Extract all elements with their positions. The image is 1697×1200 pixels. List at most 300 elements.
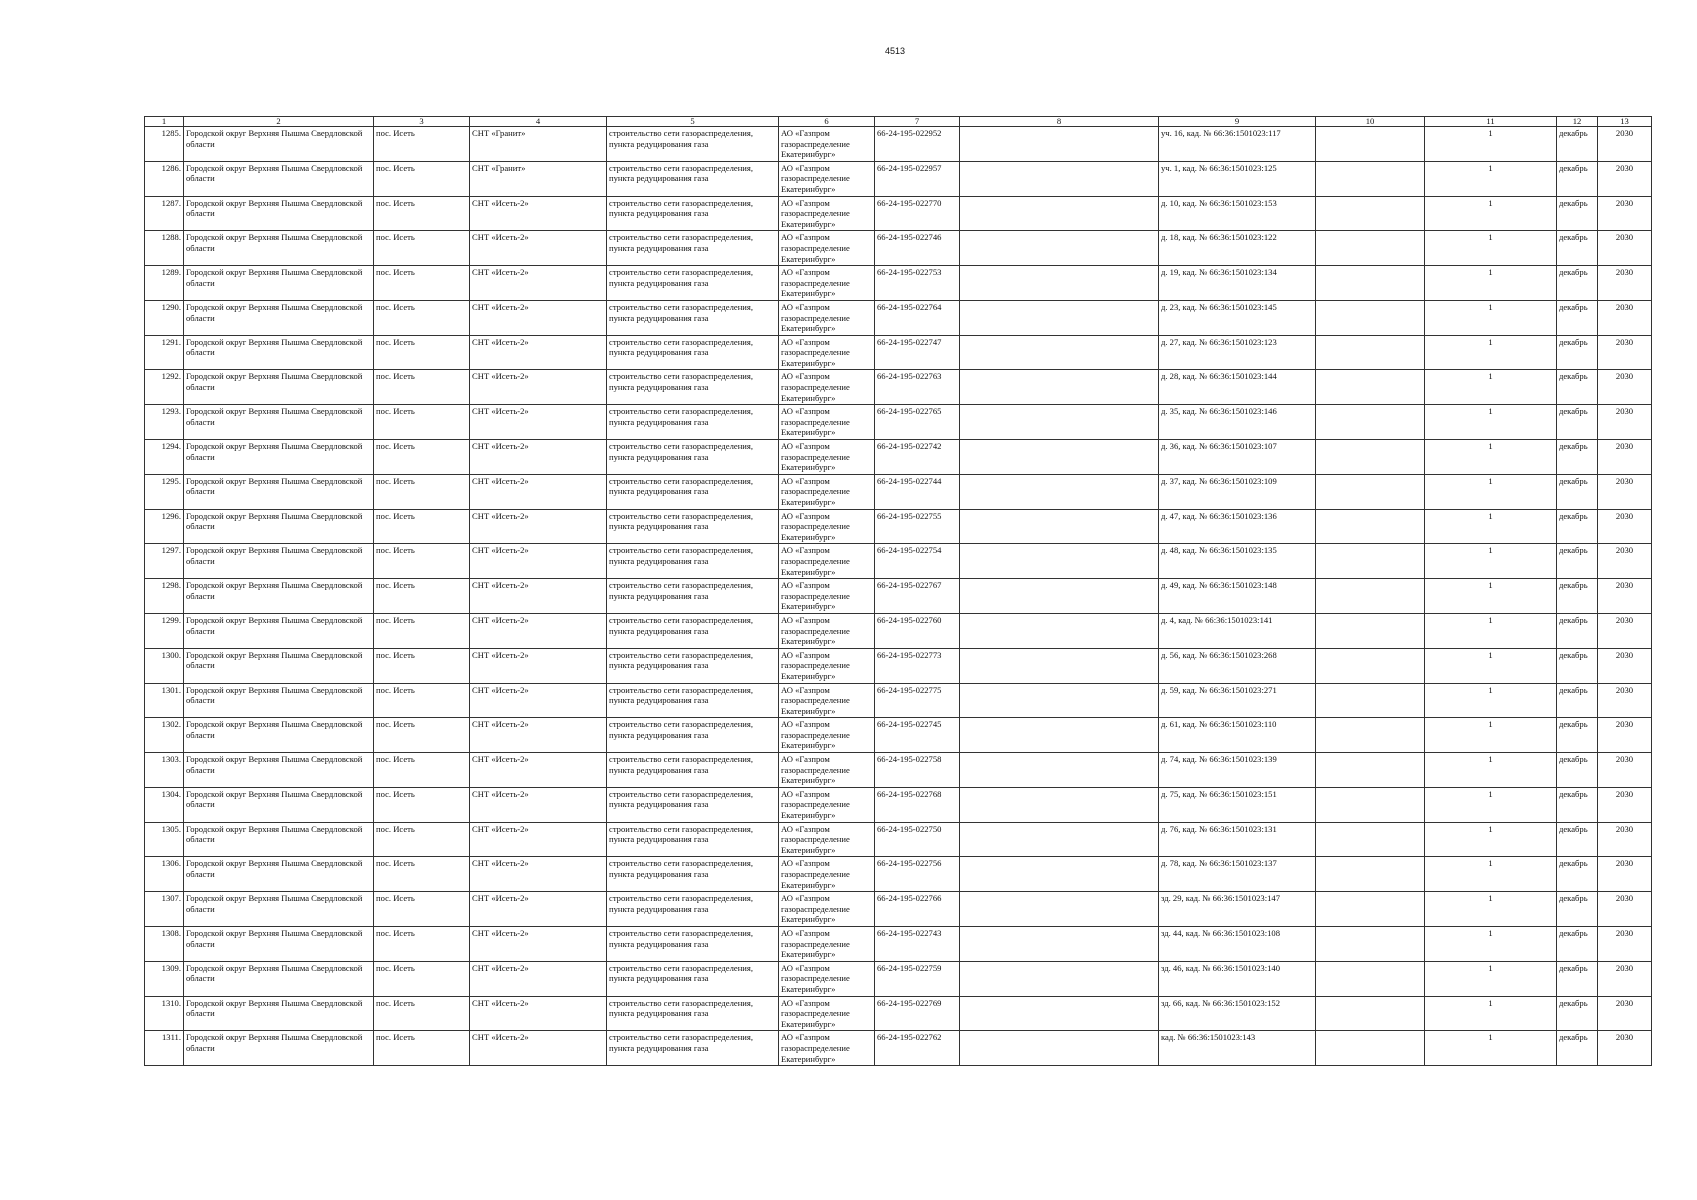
table-row <box>145 857 1652 892</box>
table-row <box>145 1031 1652 1066</box>
cell-empty <box>1316 822 1425 857</box>
cell-settlement: пос. Исеть <box>374 231 470 266</box>
cell-work-type: строительство сети газораспределения, пункта редуцирования газа <box>607 300 779 335</box>
cell-operator: АО «Газпром газораспределение Екатеринбург» <box>779 161 875 196</box>
cell-quantity: 1 <box>1425 161 1557 196</box>
cell-settlement: пос. Исеть <box>374 509 470 544</box>
cell-operator: АО «Газпром газораспределение Екатеринбург» <box>779 1031 875 1066</box>
cell-year: 2030 <box>1598 231 1652 266</box>
cell-month: декабрь <box>1557 926 1598 961</box>
cell-month: декабрь <box>1557 474 1598 509</box>
cell-month: декабрь <box>1557 753 1598 788</box>
cell-empty <box>960 961 1159 996</box>
cell-empty <box>960 926 1159 961</box>
cell-empty <box>960 440 1159 475</box>
cell-application-number: 66-24-195-022759 <box>875 961 960 996</box>
cell-quantity: 1 <box>1425 474 1557 509</box>
cell-empty <box>960 127 1159 162</box>
cell-work-type: строительство сети газораспределения, пункта редуцирования газа <box>607 335 779 370</box>
cell-settlement: пос. Исеть <box>374 370 470 405</box>
table-row <box>145 718 1652 753</box>
cell-quantity: 1 <box>1425 613 1557 648</box>
cell-address-cadastral: д. 19, кад. № 66:36:1501023:134 <box>1159 266 1316 301</box>
cell-snt-name: СНТ «Исеть-2» <box>470 822 607 857</box>
cell-settlement: пос. Исеть <box>374 335 470 370</box>
cell-municipality: Городской округ Верхняя Пышма Свердловской области <box>184 266 374 301</box>
cell-snt-name: СНТ «Исеть-2» <box>470 335 607 370</box>
cell-year: 2030 <box>1598 579 1652 614</box>
cell-work-type: строительство сети газораспределения, пункта редуцирования газа <box>607 961 779 996</box>
cell-snt-name: СНТ «Исеть-2» <box>470 787 607 822</box>
cell-address-cadastral: д. 78, кад. № 66:36:1501023:137 <box>1159 857 1316 892</box>
cell-row-number: 1298. <box>145 579 184 614</box>
cell-month: декабрь <box>1557 718 1598 753</box>
cell-municipality: Городской округ Верхняя Пышма Свердловской области <box>184 1031 374 1066</box>
cell-work-type: строительство сети газораспределения, пункта редуцирования газа <box>607 613 779 648</box>
cell-empty <box>960 266 1159 301</box>
cell-operator: АО «Газпром газораспределение Екатеринбург» <box>779 961 875 996</box>
cell-settlement: пос. Исеть <box>374 926 470 961</box>
cell-row-number: 1308. <box>145 926 184 961</box>
cell-month: декабрь <box>1557 857 1598 892</box>
cell-operator: АО «Газпром газораспределение Екатеринбург» <box>779 892 875 927</box>
cell-municipality: Городской округ Верхняя Пышма Свердловской области <box>184 474 374 509</box>
cell-snt-name: СНТ «Исеть-2» <box>470 683 607 718</box>
cell-year: 2030 <box>1598 892 1652 927</box>
cell-settlement: пос. Исеть <box>374 892 470 927</box>
cell-address-cadastral: уч. 1, кад. № 66:36:1501023:125 <box>1159 161 1316 196</box>
cell-snt-name: СНТ «Исеть-2» <box>470 231 607 266</box>
cell-year: 2030 <box>1598 996 1652 1031</box>
cell-empty <box>1316 544 1425 579</box>
cell-quantity: 1 <box>1425 579 1557 614</box>
cell-application-number: 66-24-195-022742 <box>875 440 960 475</box>
cell-empty <box>960 300 1159 335</box>
cell-operator: АО «Газпром газораспределение Екатеринбург» <box>779 509 875 544</box>
cell-empty <box>960 753 1159 788</box>
table-body <box>145 127 1652 1066</box>
table-row <box>145 892 1652 927</box>
column-header-4: 4 <box>470 117 607 127</box>
cell-application-number: 66-24-195-022756 <box>875 857 960 892</box>
cell-municipality: Городской округ Верхняя Пышма Свердловской области <box>184 613 374 648</box>
cell-settlement: пос. Исеть <box>374 544 470 579</box>
cell-work-type: строительство сети газораспределения, пункта редуцирования газа <box>607 648 779 683</box>
cell-year: 2030 <box>1598 926 1652 961</box>
cell-empty <box>1316 474 1425 509</box>
cell-snt-name: СНТ «Исеть-2» <box>470 266 607 301</box>
cell-operator: АО «Газпром газораспределение Екатеринбург» <box>779 300 875 335</box>
column-header-13: 13 <box>1598 117 1652 127</box>
cell-application-number: 66-24-195-022755 <box>875 509 960 544</box>
cell-municipality: Городской округ Верхняя Пышма Свердловской области <box>184 231 374 266</box>
cell-month: декабрь <box>1557 787 1598 822</box>
cell-snt-name: СНТ «Исеть-2» <box>470 996 607 1031</box>
cell-work-type: строительство сети газораспределения, пункта редуцирования газа <box>607 509 779 544</box>
cell-quantity: 1 <box>1425 544 1557 579</box>
cell-year: 2030 <box>1598 335 1652 370</box>
cell-quantity: 1 <box>1425 648 1557 683</box>
cell-snt-name: СНТ «Исеть-2» <box>470 1031 607 1066</box>
cell-operator: АО «Газпром газораспределение Екатеринбург» <box>779 266 875 301</box>
cell-year: 2030 <box>1598 857 1652 892</box>
cell-application-number: 66-24-195-022763 <box>875 370 960 405</box>
cell-operator: АО «Газпром газораспределение Екатеринбург» <box>779 127 875 162</box>
cell-quantity: 1 <box>1425 926 1557 961</box>
cell-empty <box>960 822 1159 857</box>
cell-empty <box>960 648 1159 683</box>
cell-operator: АО «Газпром газораспределение Екатеринбург» <box>779 579 875 614</box>
cell-quantity: 1 <box>1425 231 1557 266</box>
cell-quantity: 1 <box>1425 335 1557 370</box>
cell-municipality: Городской округ Верхняя Пышма Свердловской области <box>184 822 374 857</box>
cell-address-cadastral: зд. 29, кад. № 66:36:1501023:147 <box>1159 892 1316 927</box>
cell-address-cadastral: зд. 66, кад. № 66:36:1501023:152 <box>1159 996 1316 1031</box>
table-row <box>145 683 1652 718</box>
cell-quantity: 1 <box>1425 961 1557 996</box>
cell-operator: АО «Газпром газораспределение Екатеринбург» <box>779 822 875 857</box>
cell-address-cadastral: д. 35, кад. № 66:36:1501023:146 <box>1159 405 1316 440</box>
cell-operator: АО «Газпром газораспределение Екатеринбург» <box>779 753 875 788</box>
cell-operator: АО «Газпром газораспределение Екатеринбург» <box>779 996 875 1031</box>
table-row <box>145 822 1652 857</box>
cell-row-number: 1307. <box>145 892 184 927</box>
cell-empty <box>1316 996 1425 1031</box>
cell-snt-name: СНТ «Исеть-2» <box>470 196 607 231</box>
cell-settlement: пос. Исеть <box>374 440 470 475</box>
table-row <box>145 787 1652 822</box>
cell-municipality: Городской округ Верхняя Пышма Свердловской области <box>184 370 374 405</box>
cell-month: декабрь <box>1557 996 1598 1031</box>
cell-snt-name: СНТ «Исеть-2» <box>470 509 607 544</box>
cell-year: 2030 <box>1598 196 1652 231</box>
cell-address-cadastral: уч. 16, кад. № 66:36:1501023:117 <box>1159 127 1316 162</box>
cell-quantity: 1 <box>1425 718 1557 753</box>
cell-row-number: 1290. <box>145 300 184 335</box>
cell-work-type: строительство сети газораспределения, пункта редуцирования газа <box>607 1031 779 1066</box>
cell-quantity: 1 <box>1425 822 1557 857</box>
cell-municipality: Городской округ Верхняя Пышма Свердловской области <box>184 892 374 927</box>
cell-year: 2030 <box>1598 127 1652 162</box>
cell-empty <box>1316 787 1425 822</box>
cell-row-number: 1306. <box>145 857 184 892</box>
cell-work-type: строительство сети газораспределения, пункта редуцирования газа <box>607 231 779 266</box>
cell-row-number: 1291. <box>145 335 184 370</box>
cell-address-cadastral: д. 61, кад. № 66:36:1501023:110 <box>1159 718 1316 753</box>
cell-empty <box>1316 196 1425 231</box>
cell-address-cadastral: д. 49, кад. № 66:36:1501023:148 <box>1159 579 1316 614</box>
cell-month: декабрь <box>1557 822 1598 857</box>
cell-settlement: пос. Исеть <box>374 996 470 1031</box>
cell-application-number: 66-24-195-022760 <box>875 613 960 648</box>
cell-snt-name: СНТ «Исеть-2» <box>470 544 607 579</box>
cell-snt-name: СНТ «Исеть-2» <box>470 961 607 996</box>
cell-month: декабрь <box>1557 161 1598 196</box>
cell-address-cadastral: д. 48, кад. № 66:36:1501023:135 <box>1159 544 1316 579</box>
cell-application-number: 66-24-195-022769 <box>875 996 960 1031</box>
cell-operator: АО «Газпром газораспределение Екатеринбург» <box>779 370 875 405</box>
cell-year: 2030 <box>1598 474 1652 509</box>
cell-address-cadastral: д. 36, кад. № 66:36:1501023:107 <box>1159 440 1316 475</box>
cell-application-number: 66-24-195-022957 <box>875 161 960 196</box>
cell-settlement: пос. Исеть <box>374 300 470 335</box>
cell-snt-name: СНТ «Исеть-2» <box>470 370 607 405</box>
table-row <box>145 405 1652 440</box>
cell-municipality: Городской округ Верхняя Пышма Свердловской области <box>184 753 374 788</box>
table-row <box>145 544 1652 579</box>
table-row <box>145 926 1652 961</box>
column-header-1: 1 <box>145 117 184 127</box>
cell-empty <box>960 1031 1159 1066</box>
cell-month: декабрь <box>1557 961 1598 996</box>
table-row <box>145 127 1652 162</box>
cell-year: 2030 <box>1598 440 1652 475</box>
cell-month: декабрь <box>1557 405 1598 440</box>
table-header <box>145 117 1652 127</box>
cell-work-type: строительство сети газораспределения, пункта редуцирования газа <box>607 579 779 614</box>
cell-operator: АО «Газпром газораспределение Екатеринбург» <box>779 613 875 648</box>
cell-row-number: 1294. <box>145 440 184 475</box>
cell-municipality: Городской округ Верхняя Пышма Свердловской области <box>184 440 374 475</box>
cell-row-number: 1295. <box>145 474 184 509</box>
cell-empty <box>960 196 1159 231</box>
registry-table <box>144 116 1652 1066</box>
cell-empty <box>1316 613 1425 648</box>
cell-operator: АО «Газпром газораспределение Екатеринбург» <box>779 544 875 579</box>
column-header-8: 8 <box>960 117 1159 127</box>
cell-settlement: пос. Исеть <box>374 857 470 892</box>
cell-empty <box>1316 370 1425 405</box>
cell-year: 2030 <box>1598 753 1652 788</box>
cell-year: 2030 <box>1598 613 1652 648</box>
cell-empty <box>1316 231 1425 266</box>
cell-application-number: 66-24-195-022770 <box>875 196 960 231</box>
cell-settlement: пос. Исеть <box>374 1031 470 1066</box>
cell-month: декабрь <box>1557 335 1598 370</box>
cell-address-cadastral: д. 10, кад. № 66:36:1501023:153 <box>1159 196 1316 231</box>
cell-municipality: Городской округ Верхняя Пышма Свердловской области <box>184 405 374 440</box>
cell-settlement: пос. Исеть <box>374 822 470 857</box>
cell-month: декабрь <box>1557 266 1598 301</box>
cell-row-number: 1289. <box>145 266 184 301</box>
table-row <box>145 996 1652 1031</box>
cell-empty <box>960 405 1159 440</box>
cell-municipality: Городской округ Верхняя Пышма Свердловской области <box>184 857 374 892</box>
cell-operator: АО «Газпром газораспределение Екатеринбург» <box>779 648 875 683</box>
cell-application-number: 66-24-195-022754 <box>875 544 960 579</box>
cell-application-number: 66-24-195-022764 <box>875 300 960 335</box>
cell-settlement: пос. Исеть <box>374 127 470 162</box>
cell-municipality: Городской округ Верхняя Пышма Свердловской области <box>184 996 374 1031</box>
cell-work-type: строительство сети газораспределения, пункта редуцирования газа <box>607 857 779 892</box>
cell-work-type: строительство сети газораспределения, пункта редуцирования газа <box>607 822 779 857</box>
cell-empty <box>1316 509 1425 544</box>
cell-snt-name: СНТ «Исеть-2» <box>470 857 607 892</box>
cell-address-cadastral: кад. № 66:36:1501023:143 <box>1159 1031 1316 1066</box>
cell-row-number: 1304. <box>145 787 184 822</box>
cell-settlement: пос. Исеть <box>374 266 470 301</box>
cell-empty <box>960 161 1159 196</box>
cell-row-number: 1305. <box>145 822 184 857</box>
cell-application-number: 66-24-195-022750 <box>875 822 960 857</box>
cell-application-number: 66-24-195-022768 <box>875 787 960 822</box>
cell-quantity: 1 <box>1425 857 1557 892</box>
cell-quantity: 1 <box>1425 683 1557 718</box>
table-row <box>145 474 1652 509</box>
cell-settlement: пос. Исеть <box>374 683 470 718</box>
table-row <box>145 370 1652 405</box>
cell-year: 2030 <box>1598 961 1652 996</box>
cell-address-cadastral: зд. 46, кад. № 66:36:1501023:140 <box>1159 961 1316 996</box>
column-header-12: 12 <box>1557 117 1598 127</box>
cell-operator: АО «Газпром газораспределение Екатеринбург» <box>779 787 875 822</box>
cell-month: декабрь <box>1557 892 1598 927</box>
table-row <box>145 961 1652 996</box>
cell-empty <box>1316 161 1425 196</box>
cell-quantity: 1 <box>1425 1031 1557 1066</box>
cell-month: декабрь <box>1557 196 1598 231</box>
cell-quantity: 1 <box>1425 370 1557 405</box>
cell-year: 2030 <box>1598 370 1652 405</box>
cell-settlement: пос. Исеть <box>374 753 470 788</box>
cell-operator: АО «Газпром газораспределение Екатеринбург» <box>779 335 875 370</box>
cell-month: декабрь <box>1557 440 1598 475</box>
cell-year: 2030 <box>1598 787 1652 822</box>
column-header-6: 6 <box>779 117 875 127</box>
cell-quantity: 1 <box>1425 509 1557 544</box>
table-row <box>145 335 1652 370</box>
cell-empty <box>960 370 1159 405</box>
cell-application-number: 66-24-195-022767 <box>875 579 960 614</box>
cell-application-number: 66-24-195-022952 <box>875 127 960 162</box>
cell-application-number: 66-24-195-022773 <box>875 648 960 683</box>
cell-work-type: строительство сети газораспределения, пункта редуцирования газа <box>607 161 779 196</box>
cell-year: 2030 <box>1598 509 1652 544</box>
cell-row-number: 1296. <box>145 509 184 544</box>
cell-row-number: 1299. <box>145 613 184 648</box>
cell-application-number: 66-24-195-022762 <box>875 1031 960 1066</box>
cell-municipality: Городской округ Верхняя Пышма Свердловской области <box>184 196 374 231</box>
cell-row-number: 1293. <box>145 405 184 440</box>
cell-application-number: 66-24-195-022753 <box>875 266 960 301</box>
cell-empty <box>1316 961 1425 996</box>
cell-month: декабрь <box>1557 300 1598 335</box>
cell-snt-name: СНТ «Исеть-2» <box>470 753 607 788</box>
cell-application-number: 66-24-195-022743 <box>875 926 960 961</box>
cell-work-type: строительство сети газораспределения, пункта редуцирования газа <box>607 892 779 927</box>
cell-year: 2030 <box>1598 683 1652 718</box>
cell-snt-name: СНТ «Гранит» <box>470 127 607 162</box>
cell-year: 2030 <box>1598 300 1652 335</box>
cell-municipality: Городской округ Верхняя Пышма Свердловской области <box>184 509 374 544</box>
cell-application-number: 66-24-195-022766 <box>875 892 960 927</box>
cell-row-number: 1302. <box>145 718 184 753</box>
table-row <box>145 753 1652 788</box>
cell-empty <box>960 509 1159 544</box>
cell-municipality: Городской округ Верхняя Пышма Свердловской области <box>184 648 374 683</box>
cell-work-type: строительство сети газораспределения, пункта редуцирования газа <box>607 266 779 301</box>
cell-year: 2030 <box>1598 266 1652 301</box>
cell-operator: АО «Газпром газораспределение Екатеринбург» <box>779 474 875 509</box>
cell-municipality: Городской округ Верхняя Пышма Свердловской области <box>184 787 374 822</box>
column-header-9: 9 <box>1159 117 1316 127</box>
cell-month: декабрь <box>1557 579 1598 614</box>
cell-empty <box>960 544 1159 579</box>
column-header-11: 11 <box>1425 117 1557 127</box>
cell-snt-name: СНТ «Исеть-2» <box>470 613 607 648</box>
cell-snt-name: СНТ «Исеть-2» <box>470 440 607 475</box>
cell-municipality: Городской округ Верхняя Пышма Свердловской области <box>184 335 374 370</box>
cell-address-cadastral: д. 37, кад. № 66:36:1501023:109 <box>1159 474 1316 509</box>
page-number: 4513 <box>884 46 906 56</box>
cell-row-number: 1297. <box>145 544 184 579</box>
cell-application-number: 66-24-195-022747 <box>875 335 960 370</box>
cell-application-number: 66-24-195-022744 <box>875 474 960 509</box>
cell-empty <box>1316 127 1425 162</box>
cell-row-number: 1285. <box>145 127 184 162</box>
cell-empty <box>960 683 1159 718</box>
cell-quantity: 1 <box>1425 127 1557 162</box>
cell-empty <box>1316 718 1425 753</box>
cell-quantity: 1 <box>1425 266 1557 301</box>
cell-month: декабрь <box>1557 613 1598 648</box>
table-row <box>145 300 1652 335</box>
cell-empty <box>1316 266 1425 301</box>
cell-year: 2030 <box>1598 1031 1652 1066</box>
cell-settlement: пос. Исеть <box>374 787 470 822</box>
cell-operator: АО «Газпром газораспределение Екатеринбург» <box>779 405 875 440</box>
cell-month: декабрь <box>1557 683 1598 718</box>
cell-address-cadastral: д. 47, кад. № 66:36:1501023:136 <box>1159 509 1316 544</box>
cell-address-cadastral: д. 23, кад. № 66:36:1501023:145 <box>1159 300 1316 335</box>
cell-work-type: строительство сети газораспределения, пункта редуцирования газа <box>607 474 779 509</box>
cell-settlement: пос. Исеть <box>374 405 470 440</box>
cell-municipality: Городской округ Верхняя Пышма Свердловской области <box>184 579 374 614</box>
cell-snt-name: СНТ «Исеть-2» <box>470 892 607 927</box>
cell-operator: АО «Газпром газораспределение Екатеринбург» <box>779 196 875 231</box>
cell-work-type: строительство сети газораспределения, пункта редуцирования газа <box>607 544 779 579</box>
table-row <box>145 648 1652 683</box>
cell-empty <box>1316 440 1425 475</box>
cell-empty <box>960 996 1159 1031</box>
cell-row-number: 1303. <box>145 753 184 788</box>
column-header-7: 7 <box>875 117 960 127</box>
cell-month: декабрь <box>1557 544 1598 579</box>
table-row <box>145 196 1652 231</box>
cell-operator: АО «Газпром газораспределение Екатеринбург» <box>779 857 875 892</box>
cell-address-cadastral: д. 27, кад. № 66:36:1501023:123 <box>1159 335 1316 370</box>
cell-row-number: 1311. <box>145 1031 184 1066</box>
table-row <box>145 613 1652 648</box>
column-header-5: 5 <box>607 117 779 127</box>
cell-quantity: 1 <box>1425 787 1557 822</box>
cell-snt-name: СНТ «Исеть-2» <box>470 926 607 961</box>
cell-quantity: 1 <box>1425 753 1557 788</box>
cell-application-number: 66-24-195-022775 <box>875 683 960 718</box>
cell-municipality: Городской округ Верхняя Пышма Свердловской области <box>184 683 374 718</box>
table-row <box>145 579 1652 614</box>
column-header-2: 2 <box>184 117 374 127</box>
cell-work-type: строительство сети газораспределения, пункта редуцирования газа <box>607 127 779 162</box>
cell-empty <box>1316 300 1425 335</box>
cell-empty <box>960 718 1159 753</box>
column-header-3: 3 <box>374 117 470 127</box>
cell-empty <box>960 857 1159 892</box>
cell-empty <box>1316 648 1425 683</box>
cell-address-cadastral: д. 18, кад. № 66:36:1501023:122 <box>1159 231 1316 266</box>
cell-quantity: 1 <box>1425 196 1557 231</box>
cell-work-type: строительство сети газораспределения, пункта редуцирования газа <box>607 996 779 1031</box>
